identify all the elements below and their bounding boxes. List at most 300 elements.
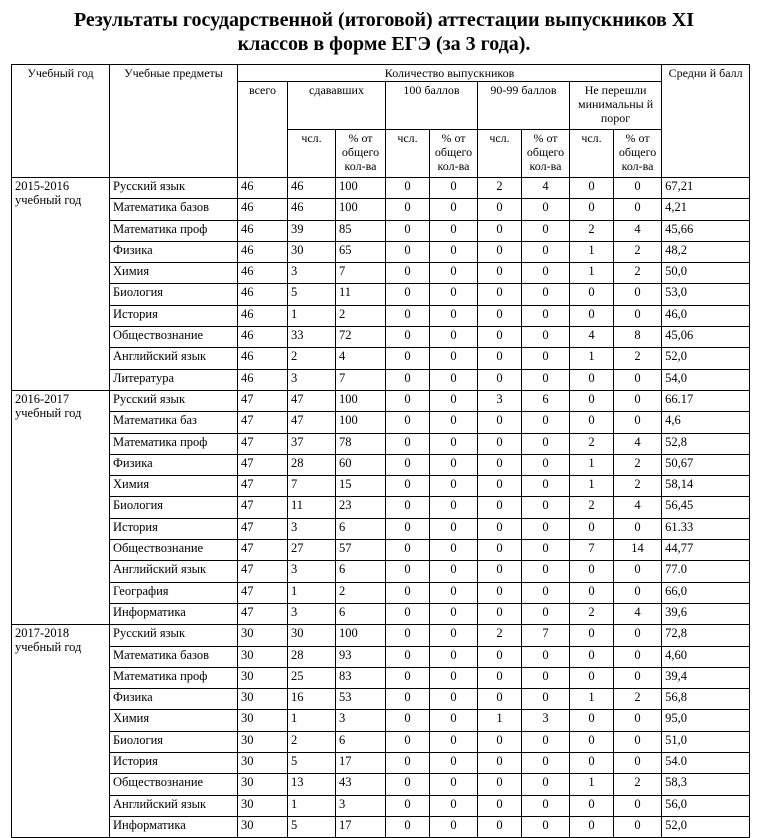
subject-cell: Биология — [110, 284, 238, 305]
score90-num-cell: 0 — [478, 774, 522, 795]
took-pct-cell: 11 — [336, 284, 386, 305]
score90-pct-cell: 0 — [522, 603, 570, 624]
table-row — [12, 518, 750, 539]
table-row — [12, 178, 750, 199]
not-passed-num-cell: 0 — [570, 667, 614, 688]
table-row — [12, 369, 750, 390]
table-row — [12, 731, 750, 752]
avg-cell: 58,3 — [662, 774, 750, 795]
took-num-cell: 3 — [288, 518, 336, 539]
not-passed-pct-cell: 0 — [614, 816, 662, 837]
avg-cell: 56,8 — [662, 689, 750, 710]
score90-num-cell: 0 — [478, 518, 522, 539]
avg-cell: 52,0 — [662, 348, 750, 369]
took-pct-cell: 57 — [336, 540, 386, 561]
not-passed-num-cell: 0 — [570, 305, 614, 326]
total-cell: 47 — [238, 390, 288, 411]
header-graduates: Количество выпускников — [238, 65, 662, 82]
avg-cell: 46,0 — [662, 305, 750, 326]
total-cell: 30 — [238, 667, 288, 688]
score100-pct-cell: 0 — [430, 263, 478, 284]
header-took-num: чсл. — [288, 130, 336, 178]
subject-cell: Русский язык — [110, 390, 238, 411]
took-pct-cell: 23 — [336, 497, 386, 518]
not-passed-pct-cell: 2 — [614, 348, 662, 369]
not-passed-pct-cell: 2 — [614, 454, 662, 475]
not-passed-pct-cell: 4 — [614, 497, 662, 518]
score100-pct-cell: 0 — [430, 199, 478, 220]
took-pct-cell: 100 — [336, 390, 386, 411]
score100-num-cell: 0 — [386, 646, 430, 667]
score100-num-cell: 0 — [386, 412, 430, 433]
took-pct-cell: 6 — [336, 518, 386, 539]
took-num-cell: 28 — [288, 454, 336, 475]
table-row — [12, 774, 750, 795]
total-cell: 46 — [238, 178, 288, 199]
not-passed-num-cell: 0 — [570, 816, 614, 837]
took-pct-cell: 2 — [336, 305, 386, 326]
not-passed-num-cell: 0 — [570, 625, 614, 646]
score90-pct-cell: 0 — [522, 199, 570, 220]
took-num-cell: 13 — [288, 774, 336, 795]
avg-cell: 39,6 — [662, 603, 750, 624]
not-passed-num-cell: 0 — [570, 390, 614, 411]
score100-num-cell: 0 — [386, 199, 430, 220]
score90-pct-cell: 0 — [522, 667, 570, 688]
score100-num-cell: 0 — [386, 369, 430, 390]
table-row — [12, 625, 750, 646]
total-cell: 46 — [238, 348, 288, 369]
took-num-cell: 47 — [288, 390, 336, 411]
table-row — [12, 199, 750, 220]
score100-pct-cell: 0 — [430, 667, 478, 688]
not-passed-pct-cell: 2 — [614, 774, 662, 795]
score100-pct-cell: 0 — [430, 646, 478, 667]
score90-num-cell: 0 — [478, 263, 522, 284]
took-pct-cell: 60 — [336, 454, 386, 475]
table-header — [12, 65, 750, 178]
took-pct-cell: 65 — [336, 241, 386, 262]
score100-num-cell: 0 — [386, 710, 430, 731]
score100-pct-cell: 0 — [430, 305, 478, 326]
avg-cell: 51,0 — [662, 731, 750, 752]
document-title — [0, 8, 768, 56]
not-passed-num-cell: 2 — [570, 433, 614, 454]
score90-pct-cell: 0 — [522, 518, 570, 539]
score90-num-cell: 0 — [478, 603, 522, 624]
avg-cell: 4,6 — [662, 412, 750, 433]
score90-num-cell: 0 — [478, 582, 522, 603]
score90-pct-cell: 4 — [522, 178, 570, 199]
total-cell: 47 — [238, 412, 288, 433]
not-passed-num-cell: 0 — [570, 795, 614, 816]
score90-num-cell: 0 — [478, 348, 522, 369]
score90-pct-cell: 0 — [522, 497, 570, 518]
score90-num-cell: 0 — [478, 476, 522, 497]
subject-cell: Химия — [110, 263, 238, 284]
header-took-pct: % от общего кол-ва — [336, 130, 386, 178]
not-passed-pct-cell: 0 — [614, 667, 662, 688]
score90-pct-cell: 0 — [522, 305, 570, 326]
table-row — [12, 540, 750, 561]
score100-num-cell: 0 — [386, 816, 430, 837]
table-row — [12, 454, 750, 475]
score100-pct-cell: 0 — [430, 731, 478, 752]
avg-cell: 56,45 — [662, 497, 750, 518]
took-pct-cell: 100 — [336, 412, 386, 433]
took-pct-cell: 85 — [336, 220, 386, 241]
avg-cell: 58,14 — [662, 476, 750, 497]
total-cell: 30 — [238, 710, 288, 731]
not-passed-pct-cell: 0 — [614, 178, 662, 199]
total-cell: 30 — [238, 795, 288, 816]
subject-cell: Физика — [110, 241, 238, 262]
subject-cell: Английский язык — [110, 561, 238, 582]
took-num-cell: 1 — [288, 305, 336, 326]
score100-pct-cell: 0 — [430, 774, 478, 795]
took-num-cell: 46 — [288, 199, 336, 220]
took-pct-cell: 4 — [336, 348, 386, 369]
avg-cell: 66,0 — [662, 582, 750, 603]
not-passed-num-cell: 1 — [570, 454, 614, 475]
score100-pct-cell: 0 — [430, 603, 478, 624]
score100-pct-cell: 0 — [430, 518, 478, 539]
score90-num-cell: 0 — [478, 561, 522, 582]
subject-cell: История — [110, 753, 238, 774]
score90-num-cell: 0 — [478, 753, 522, 774]
score90-num-cell: 0 — [478, 731, 522, 752]
subject-cell: Математика баз — [110, 412, 238, 433]
score100-pct-cell: 0 — [430, 433, 478, 454]
score90-pct-cell: 0 — [522, 241, 570, 262]
took-pct-cell: 43 — [336, 774, 386, 795]
year-cell: 2016-2017 учебный год — [12, 390, 110, 624]
took-num-cell: 3 — [288, 263, 336, 284]
not-passed-pct-cell: 0 — [614, 753, 662, 774]
total-cell: 46 — [238, 220, 288, 241]
score100-num-cell: 0 — [386, 433, 430, 454]
avg-cell: 45,66 — [662, 220, 750, 241]
score90-pct-cell: 7 — [522, 625, 570, 646]
header-subjects: Учебные предметы — [110, 65, 238, 178]
score100-num-cell: 0 — [386, 348, 430, 369]
total-cell: 46 — [238, 305, 288, 326]
table-row — [12, 646, 750, 667]
not-passed-num-cell: 1 — [570, 774, 614, 795]
not-passed-num-cell: 1 — [570, 476, 614, 497]
score90-num-cell: 0 — [478, 327, 522, 348]
score100-num-cell: 0 — [386, 795, 430, 816]
score100-num-cell: 0 — [386, 241, 430, 262]
not-passed-num-cell: 0 — [570, 646, 614, 667]
not-passed-num-cell: 0 — [570, 518, 614, 539]
subject-cell: Физика — [110, 689, 238, 710]
avg-cell: 50,67 — [662, 454, 750, 475]
score100-pct-cell: 0 — [430, 390, 478, 411]
not-passed-pct-cell: 4 — [614, 603, 662, 624]
score100-num-cell: 0 — [386, 327, 430, 348]
score90-num-cell: 0 — [478, 667, 522, 688]
total-cell: 46 — [238, 263, 288, 284]
took-num-cell: 5 — [288, 816, 336, 837]
score100-num-cell: 0 — [386, 774, 430, 795]
score100-pct-cell: 0 — [430, 454, 478, 475]
table-row — [12, 284, 750, 305]
subject-cell: Литература — [110, 369, 238, 390]
avg-cell: 95,0 — [662, 710, 750, 731]
table-row — [12, 241, 750, 262]
not-passed-pct-cell: 4 — [614, 433, 662, 454]
score90-pct-cell: 0 — [522, 731, 570, 752]
table-row — [12, 476, 750, 497]
total-cell: 47 — [238, 582, 288, 603]
score100-pct-cell: 0 — [430, 241, 478, 262]
took-num-cell: 46 — [288, 178, 336, 199]
table-row — [12, 561, 750, 582]
took-num-cell: 47 — [288, 412, 336, 433]
score90-num-cell: 0 — [478, 689, 522, 710]
not-passed-pct-cell: 0 — [614, 390, 662, 411]
score100-num-cell: 0 — [386, 625, 430, 646]
score90-pct-cell: 0 — [522, 795, 570, 816]
took-pct-cell: 100 — [336, 199, 386, 220]
not-passed-pct-cell: 2 — [614, 241, 662, 262]
not-passed-num-cell: 0 — [570, 753, 614, 774]
score90-pct-cell: 0 — [522, 476, 570, 497]
total-cell: 46 — [238, 369, 288, 390]
not-passed-num-cell: 0 — [570, 710, 614, 731]
took-num-cell: 30 — [288, 241, 336, 262]
score100-pct-cell: 0 — [430, 412, 478, 433]
score100-pct-cell: 0 — [430, 689, 478, 710]
total-cell: 47 — [238, 603, 288, 624]
score90-num-cell: 0 — [478, 454, 522, 475]
total-cell: 30 — [238, 625, 288, 646]
table-row — [12, 220, 750, 241]
not-passed-pct-cell: 0 — [614, 305, 662, 326]
not-passed-num-cell: 1 — [570, 263, 614, 284]
took-num-cell: 2 — [288, 348, 336, 369]
score100-num-cell: 0 — [386, 731, 430, 752]
subject-cell: Химия — [110, 476, 238, 497]
took-pct-cell: 6 — [336, 603, 386, 624]
took-num-cell: 37 — [288, 433, 336, 454]
total-cell: 46 — [238, 284, 288, 305]
took-num-cell: 27 — [288, 540, 336, 561]
not-passed-num-cell: 1 — [570, 348, 614, 369]
score90-pct-cell: 0 — [522, 582, 570, 603]
score100-pct-cell: 0 — [430, 625, 478, 646]
took-num-cell: 5 — [288, 753, 336, 774]
total-cell: 47 — [238, 518, 288, 539]
header-not-passed: Не перешли минимальны й порог — [570, 82, 662, 130]
score90-num-cell: 0 — [478, 284, 522, 305]
score90-pct-cell: 0 — [522, 774, 570, 795]
subject-cell: Биология — [110, 497, 238, 518]
subject-cell: Обществознание — [110, 774, 238, 795]
score90-num-cell: 0 — [478, 369, 522, 390]
took-pct-cell: 3 — [336, 795, 386, 816]
not-passed-pct-cell: 0 — [614, 646, 662, 667]
took-pct-cell: 6 — [336, 561, 386, 582]
avg-cell: 4,21 — [662, 199, 750, 220]
total-cell: 30 — [238, 731, 288, 752]
took-num-cell: 3 — [288, 561, 336, 582]
total-cell: 30 — [238, 753, 288, 774]
took-pct-cell: 17 — [336, 753, 386, 774]
header-90-pct: % от общего кол-ва — [522, 130, 570, 178]
score90-pct-cell: 0 — [522, 646, 570, 667]
took-pct-cell: 72 — [336, 327, 386, 348]
score100-pct-cell: 0 — [430, 582, 478, 603]
total-cell: 47 — [238, 540, 288, 561]
subject-cell: История — [110, 305, 238, 326]
subject-cell: Английский язык — [110, 795, 238, 816]
score100-num-cell: 0 — [386, 390, 430, 411]
table-row — [12, 667, 750, 688]
header-total: всего — [238, 82, 288, 178]
total-cell: 30 — [238, 774, 288, 795]
not-passed-pct-cell: 14 — [614, 540, 662, 561]
score100-num-cell: 0 — [386, 454, 430, 475]
table-body — [12, 178, 750, 838]
score100-pct-cell: 0 — [430, 327, 478, 348]
score90-pct-cell: 0 — [522, 454, 570, 475]
avg-cell: 66.17 — [662, 390, 750, 411]
header-avg: Средни й балл — [662, 65, 750, 178]
not-passed-num-cell: 0 — [570, 369, 614, 390]
took-pct-cell: 2 — [336, 582, 386, 603]
took-pct-cell: 83 — [336, 667, 386, 688]
score90-pct-cell: 6 — [522, 390, 570, 411]
subject-cell: Математика проф — [110, 220, 238, 241]
score90-pct-cell: 0 — [522, 433, 570, 454]
total-cell: 46 — [238, 241, 288, 262]
score90-num-cell: 0 — [478, 646, 522, 667]
table-row — [12, 582, 750, 603]
score90-num-cell: 2 — [478, 625, 522, 646]
score100-num-cell: 0 — [386, 689, 430, 710]
table-row — [12, 603, 750, 624]
avg-cell: 72,8 — [662, 625, 750, 646]
not-passed-num-cell: 2 — [570, 220, 614, 241]
score100-num-cell: 0 — [386, 603, 430, 624]
score100-num-cell: 0 — [386, 220, 430, 241]
took-num-cell: 3 — [288, 603, 336, 624]
subject-cell: Информатика — [110, 816, 238, 837]
took-pct-cell: 7 — [336, 369, 386, 390]
table-row — [12, 390, 750, 411]
took-num-cell: 30 — [288, 625, 336, 646]
not-passed-pct-cell: 0 — [614, 582, 662, 603]
total-cell: 47 — [238, 454, 288, 475]
not-passed-pct-cell: 0 — [614, 561, 662, 582]
not-passed-num-cell: 0 — [570, 284, 614, 305]
not-passed-num-cell: 0 — [570, 178, 614, 199]
took-pct-cell: 15 — [336, 476, 386, 497]
score100-num-cell: 0 — [386, 263, 430, 284]
score90-num-cell: 0 — [478, 305, 522, 326]
not-passed-pct-cell: 2 — [614, 263, 662, 284]
avg-cell: 44,77 — [662, 540, 750, 561]
table-row — [12, 412, 750, 433]
score100-pct-cell: 0 — [430, 540, 478, 561]
score90-num-cell: 2 — [478, 178, 522, 199]
score90-num-cell: 1 — [478, 710, 522, 731]
subject-cell: Физика — [110, 454, 238, 475]
table-row — [12, 816, 750, 837]
title-line-2: классов в форме ЕГЭ (за 3 года). — [237, 33, 531, 55]
subject-cell: Русский язык — [110, 625, 238, 646]
avg-cell: 4,60 — [662, 646, 750, 667]
not-passed-num-cell: 1 — [570, 689, 614, 710]
took-pct-cell: 78 — [336, 433, 386, 454]
score90-pct-cell: 0 — [522, 348, 570, 369]
header-90-99: 90-99 баллов — [478, 82, 570, 130]
total-cell: 47 — [238, 497, 288, 518]
avg-cell: 77.0 — [662, 561, 750, 582]
score100-num-cell: 0 — [386, 284, 430, 305]
score90-pct-cell: 0 — [522, 369, 570, 390]
score100-pct-cell: 0 — [430, 178, 478, 199]
took-pct-cell: 7 — [336, 263, 386, 284]
score90-pct-cell: 0 — [522, 412, 570, 433]
score90-pct-cell: 0 — [522, 816, 570, 837]
total-cell: 30 — [238, 816, 288, 837]
score100-num-cell: 0 — [386, 518, 430, 539]
score90-num-cell: 0 — [478, 433, 522, 454]
title-line-1: Результаты государственной (итоговой) аттестации выпускников XI — [73, 9, 695, 31]
not-passed-pct-cell: 0 — [614, 795, 662, 816]
not-passed-num-cell: 1 — [570, 241, 614, 262]
score100-num-cell: 0 — [386, 476, 430, 497]
took-pct-cell: 93 — [336, 646, 386, 667]
table-row — [12, 710, 750, 731]
not-passed-pct-cell: 0 — [614, 412, 662, 433]
total-cell: 30 — [238, 689, 288, 710]
not-passed-pct-cell: 0 — [614, 710, 662, 731]
avg-cell: 67,21 — [662, 178, 750, 199]
subject-cell: Русский язык — [110, 178, 238, 199]
took-num-cell: 3 — [288, 369, 336, 390]
subject-cell: Английский язык — [110, 348, 238, 369]
year-cell: 2017-2018 учебный год — [12, 625, 110, 838]
not-passed-pct-cell: 0 — [614, 369, 662, 390]
not-passed-pct-cell: 2 — [614, 476, 662, 497]
took-pct-cell: 6 — [336, 731, 386, 752]
score100-num-cell: 0 — [386, 497, 430, 518]
took-num-cell: 1 — [288, 582, 336, 603]
took-num-cell: 5 — [288, 284, 336, 305]
not-passed-num-cell: 0 — [570, 412, 614, 433]
avg-cell: 54.0 — [662, 753, 750, 774]
score100-pct-cell: 0 — [430, 753, 478, 774]
header-100: 100 баллов — [386, 82, 478, 130]
header-90-num: чсл. — [478, 130, 522, 178]
score90-num-cell: 0 — [478, 497, 522, 518]
total-cell: 47 — [238, 476, 288, 497]
avg-cell: 39,4 — [662, 667, 750, 688]
header-took: сдававших — [288, 82, 386, 130]
header-year: Учебный год — [12, 65, 110, 178]
score90-pct-cell: 0 — [522, 753, 570, 774]
took-num-cell: 16 — [288, 689, 336, 710]
not-passed-pct-cell: 4 — [614, 220, 662, 241]
took-pct-cell: 17 — [336, 816, 386, 837]
header-np-num: чсл. — [570, 130, 614, 178]
not-passed-pct-cell: 0 — [614, 284, 662, 305]
subject-cell: Математика базов — [110, 199, 238, 220]
